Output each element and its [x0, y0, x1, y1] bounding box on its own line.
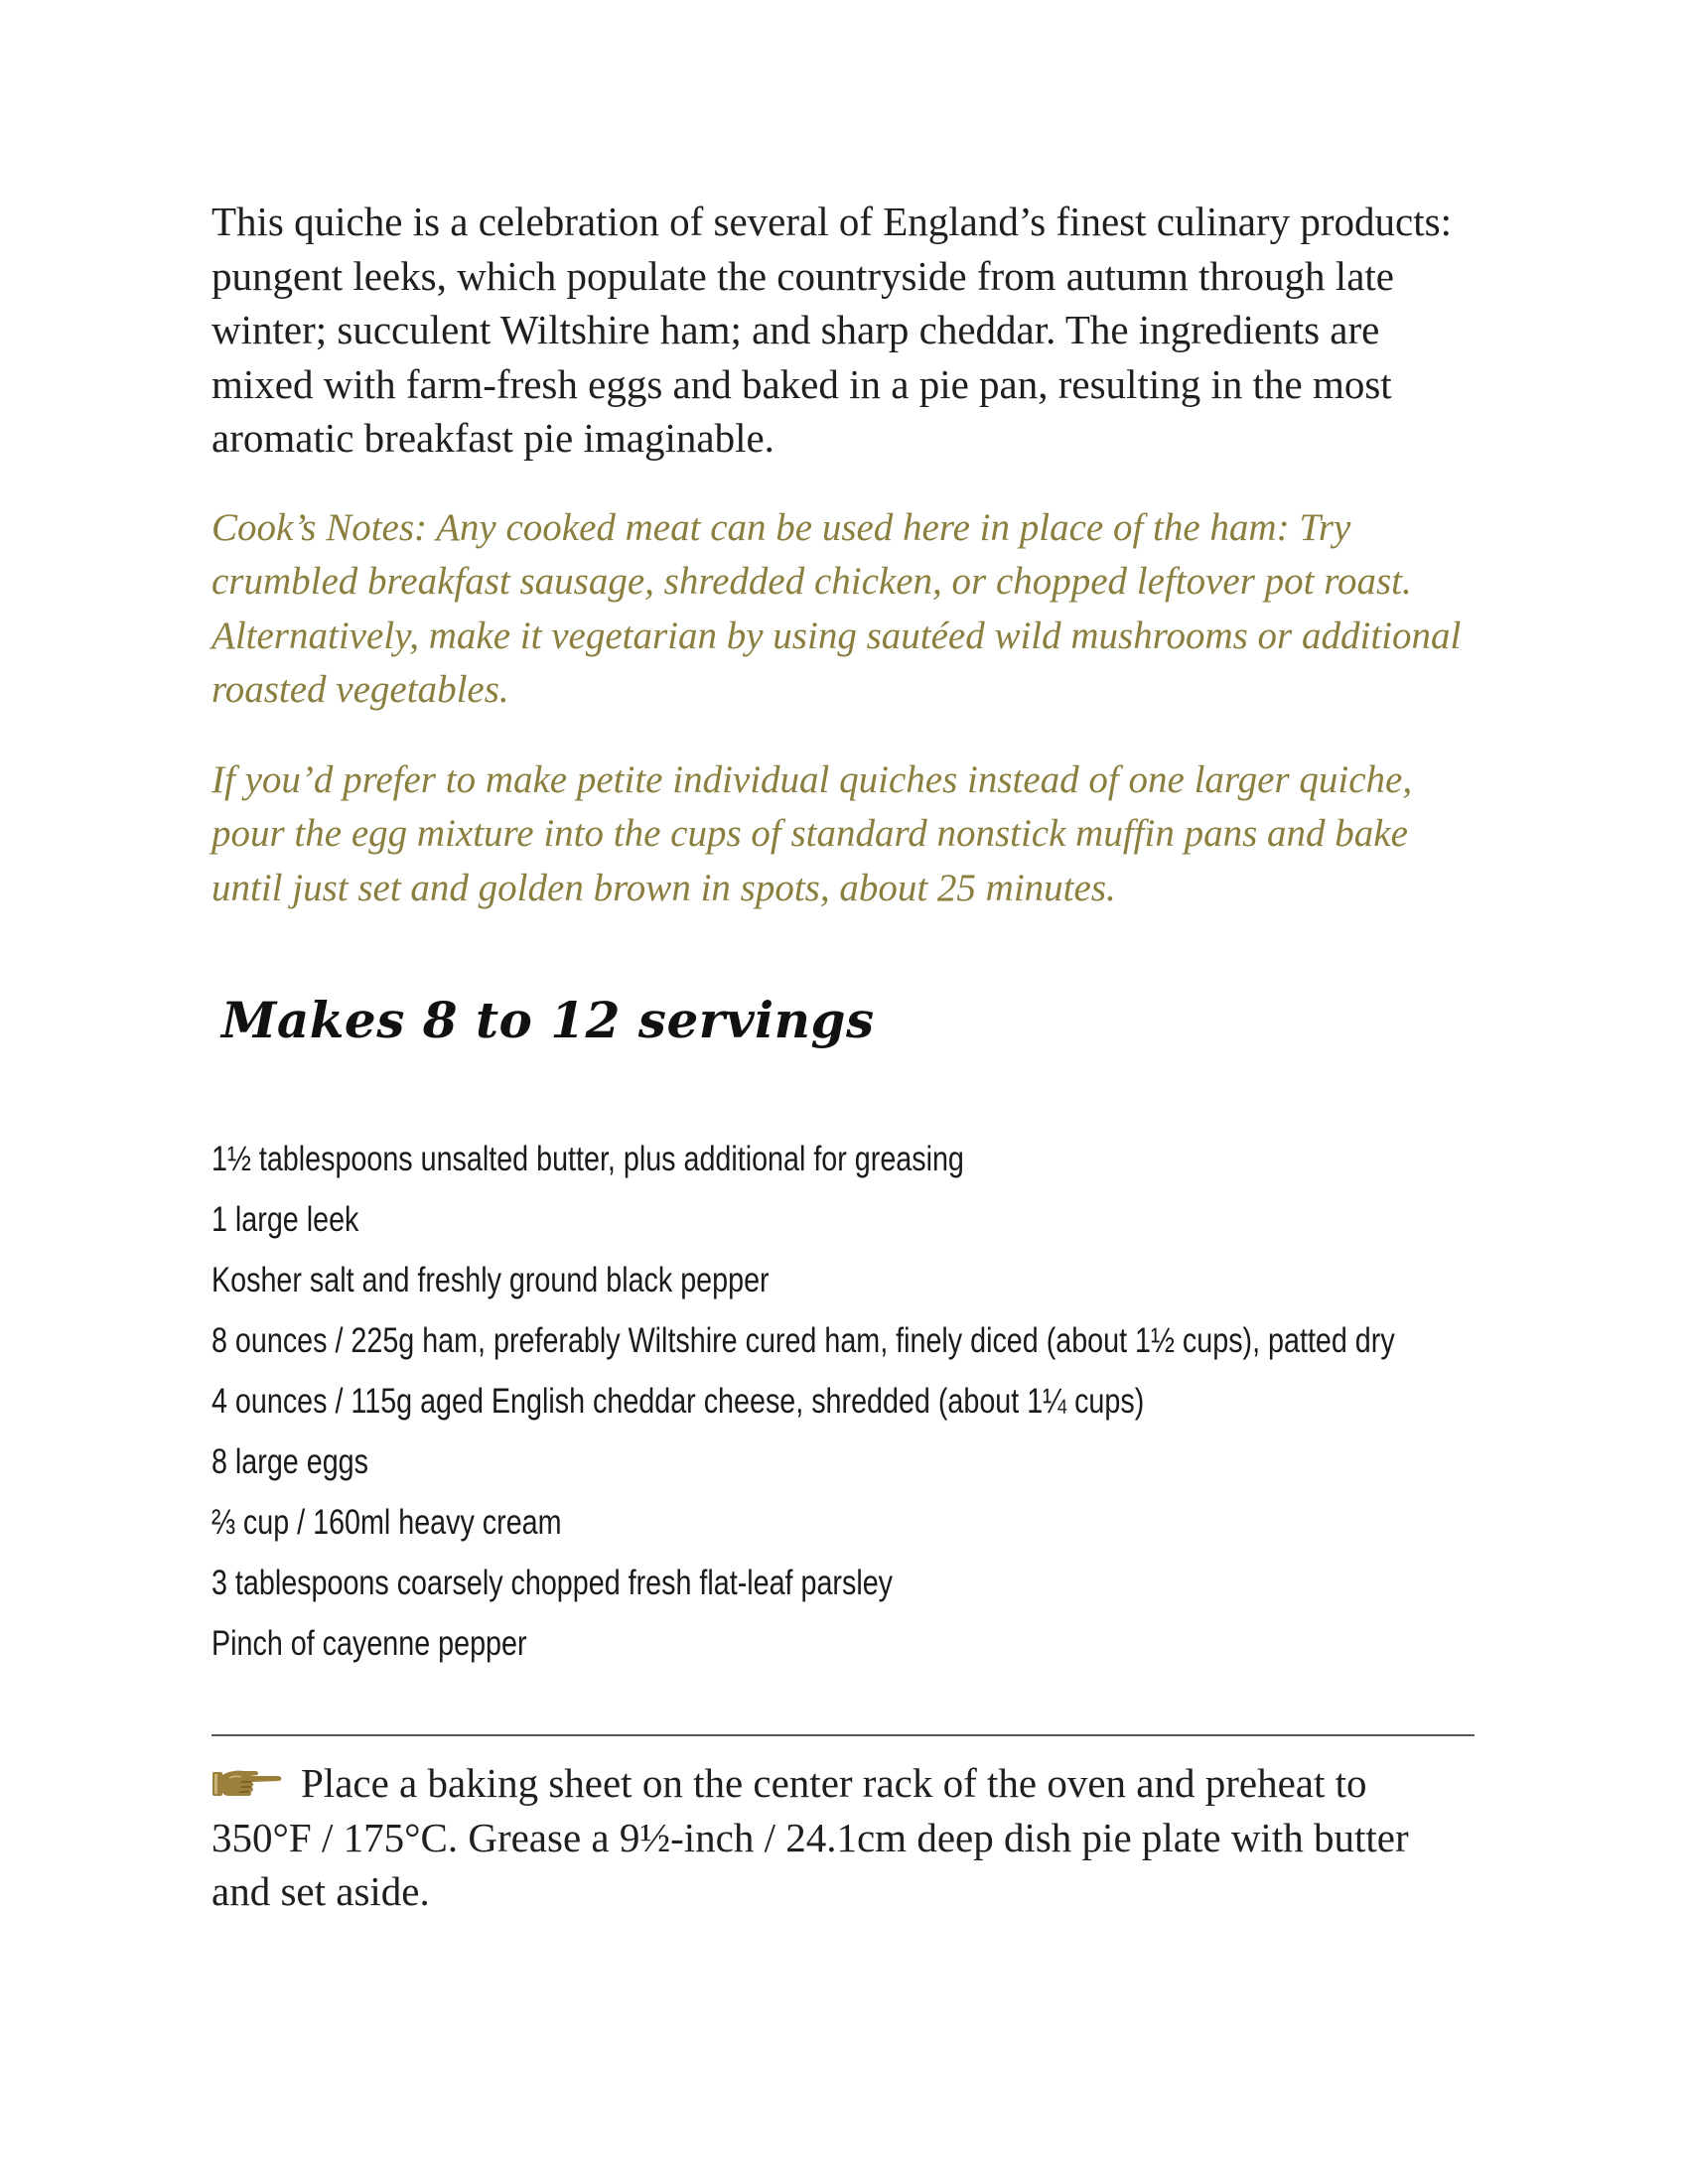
method-step-text: Place a baking sheet on the center rack of the oven and preheat to 350°F / 175°C. Grease a 9½-inch / 24.1cm deep dish pie plate with butter and set aside.: [211, 1760, 1409, 1914]
ingredient-item: 3 tablespoons coarsely chopped fresh flat-leaf parsley: [211, 1564, 894, 1602]
yield-heading: Makes 8 to 12 servings: [221, 991, 875, 1049]
cooks-note-muffin: If you’d prefer to make petite individual quiches instead of one larger quiche, pour the egg mixture into the cups of standard nonstick muffin pans and bake until just set and golden brown in spots, about 25 minutes.: [211, 757, 1413, 909]
ingredient-item: 1½ tablespoons unsalted butter, plus additional for greasing: [211, 1140, 964, 1178]
pointing-hand-icon: [211, 1758, 287, 1792]
ingredient-item: Pinch of cayenne pepper: [211, 1624, 527, 1663]
ingredient-list: [211, 1129, 1475, 1674]
recipe-page: [211, 195, 1475, 1919]
cooks-note: Cook’s Notes: Any cooked meat can be used here in place of the ham: Try crumbled breakfast sausage, shredded chicken, or chopped leftover pot roast. Alternatively, make it vegetarian by using sautéed wild mushrooms or additional roasted vegetables.: [211, 505, 1462, 711]
ingredient-item: 8 large eggs: [211, 1442, 368, 1481]
ingredient-item: Kosher salt and freshly ground black pepper: [211, 1261, 770, 1299]
method-step: [211, 1756, 1475, 1919]
section-divider: [211, 1734, 1475, 1736]
ingredient-item: 1 large leek: [211, 1200, 359, 1239]
ingredient-item: 8 ounces / 225g ham, preferably Wiltshire cured ham, finely diced (about 1½ cups), patted dry: [211, 1321, 1395, 1360]
ingredient-item: 4 ounces / 115g aged English cheddar cheese, shredded (about 1¼ cups): [211, 1382, 1145, 1421]
intro-paragraph: This quiche is a celebration of several of England’s finest culinary products: pungent leeks, which populate the countryside from autumn through late winter; succulent Wiltshire ham; and sharp cheddar. The ingredients are mixed with farm-fresh eggs and baked in a pie pan, resulting in the most aromatic breakfast pie imaginable.: [211, 199, 1452, 461]
ingredient-item: ⅔ cup / 160ml heavy cream: [211, 1503, 562, 1542]
